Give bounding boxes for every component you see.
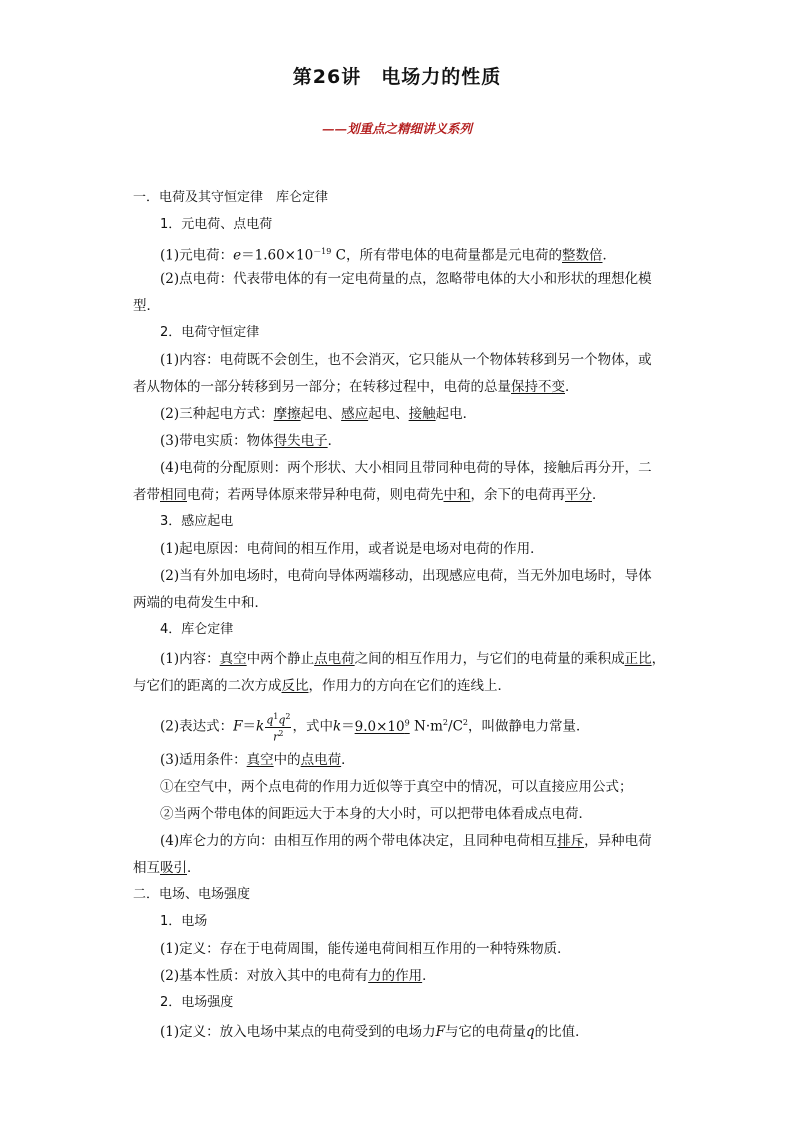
subsection-heading-field-strength: 2．电场强度 (160, 995, 234, 1010)
paragraph-conservation-line2: 者从物体的一部分转移到另一部分；在转移过程中，电荷的总量保持不变． (133, 379, 579, 395)
paragraph-distribution-line1: (4)电荷的分配原则：两个形状、大小相同且带同种电荷的导体，接触后再分开，二 (160, 460, 652, 476)
paragraph-field-strength-definition: (1)定义：放入电场中某点的电荷受到的电场力F与它的电荷量q的比值． (160, 1024, 589, 1040)
paragraph-coulomb-formula: (2)表达式：F＝k $\frac{q^1q^2}{r^2}$ ，式中$k=9.0\times 10^9$ $N\cdot m^2/C^2$，叫做静电力常量． (160, 711, 590, 744)
subsection-heading-elementary-charge: 1．元电荷、点电荷 (160, 217, 273, 232)
paragraph-coulomb-condition-2: ②当两个带电体的间距远大于本身的大小时，可以把带电体看成点电荷． (160, 806, 592, 822)
subsection-heading-electric-field: 1．电场 (160, 914, 208, 929)
page-title: 第26讲 电场力的性质 (292, 66, 502, 88)
paragraph-field-definition: (1)定义：存在于电荷周围，能传递电荷间相互作用的一种特殊物质． (160, 941, 571, 957)
paragraph-point-charge-line2: 型． (133, 298, 160, 314)
paragraph-electrification-essence: (3)带电实质：物体得失电子． (160, 433, 342, 449)
paragraph-coulomb-content-line1: (1)内容：真空中两个静止点电荷之间的相互作用力，与它们的电荷量的乘积成正比， (160, 651, 666, 667)
subsection-heading-induction: 3．感应起电 (160, 514, 234, 529)
paragraph-elementary-charge: (1)元电荷：$e=1.60\times 10^{-19}$ C，所有带电体的电荷量都是元电荷的整数倍． (160, 247, 616, 264)
paragraph-point-charge-line1: (2)点电荷：代表带电体的有一定电荷量的点，忽略带电体的大小和形状的理想化模 (160, 271, 652, 287)
paragraph-distribution-line2: 者带相同电荷；若两导体原来带异种电荷，则电荷先中和，余下的电荷再平分． (133, 487, 606, 503)
subsection-heading-conservation: 2．电荷守恒定律 (160, 325, 260, 340)
paragraph-electrification-methods: (2)三种起电方式：摩擦起电、感应起电、接触起电． (160, 406, 477, 422)
paragraph-coulomb-direction-line2: 相互吸引． (133, 860, 201, 876)
paragraph-induction-process-line2: 两端的电荷发生中和． (133, 595, 268, 611)
paragraph-coulomb-content-line2: 与它们的距离的二次方成反比，作用力的方向在它们的连线上． (133, 678, 511, 694)
paragraph-field-property: (2)基本性质：对放入其中的电荷有力的作用． (160, 968, 436, 984)
paragraph-coulomb-conditions: (3)适用条件：真空中的点电荷． (160, 752, 355, 768)
paragraph-induction-process-line1: (2)当有外加电场时，电荷向导体两端移动，出现感应电荷，当无外加电场时，导体 (160, 568, 652, 584)
section-heading-2: 二．电场、电场强度 (133, 887, 251, 902)
series-subtitle: ——划重点之精细讲义系列 (321, 121, 472, 136)
section-heading-1: 一．电荷及其守恒定律 库仑定律 (133, 190, 329, 205)
paragraph-coulomb-condition-1: ①在空气中，两个点电荷的作用力近似等于真空中的情况，可以直接应用公式； (160, 779, 633, 795)
paragraph-coulomb-direction-line1: (4)库仑力的方向：由相互作用的两个带电体决定，且同种电荷相互排斥，异种电荷 (160, 833, 652, 849)
paragraph-induction-cause: (1)起电原因：电荷间的相互作用，或者说是电场对电荷的作用． (160, 541, 544, 557)
subsection-heading-coulomb: 4．库仑定律 (160, 622, 234, 637)
coulomb-fraction: $\frac{q^1q^2}{r^2}$ (266, 711, 291, 744)
paragraph-conservation-line1: (1)内容：电荷既不会创生，也不会消灭，它只能从一个物体转移到另一个物体，或 (160, 352, 652, 368)
